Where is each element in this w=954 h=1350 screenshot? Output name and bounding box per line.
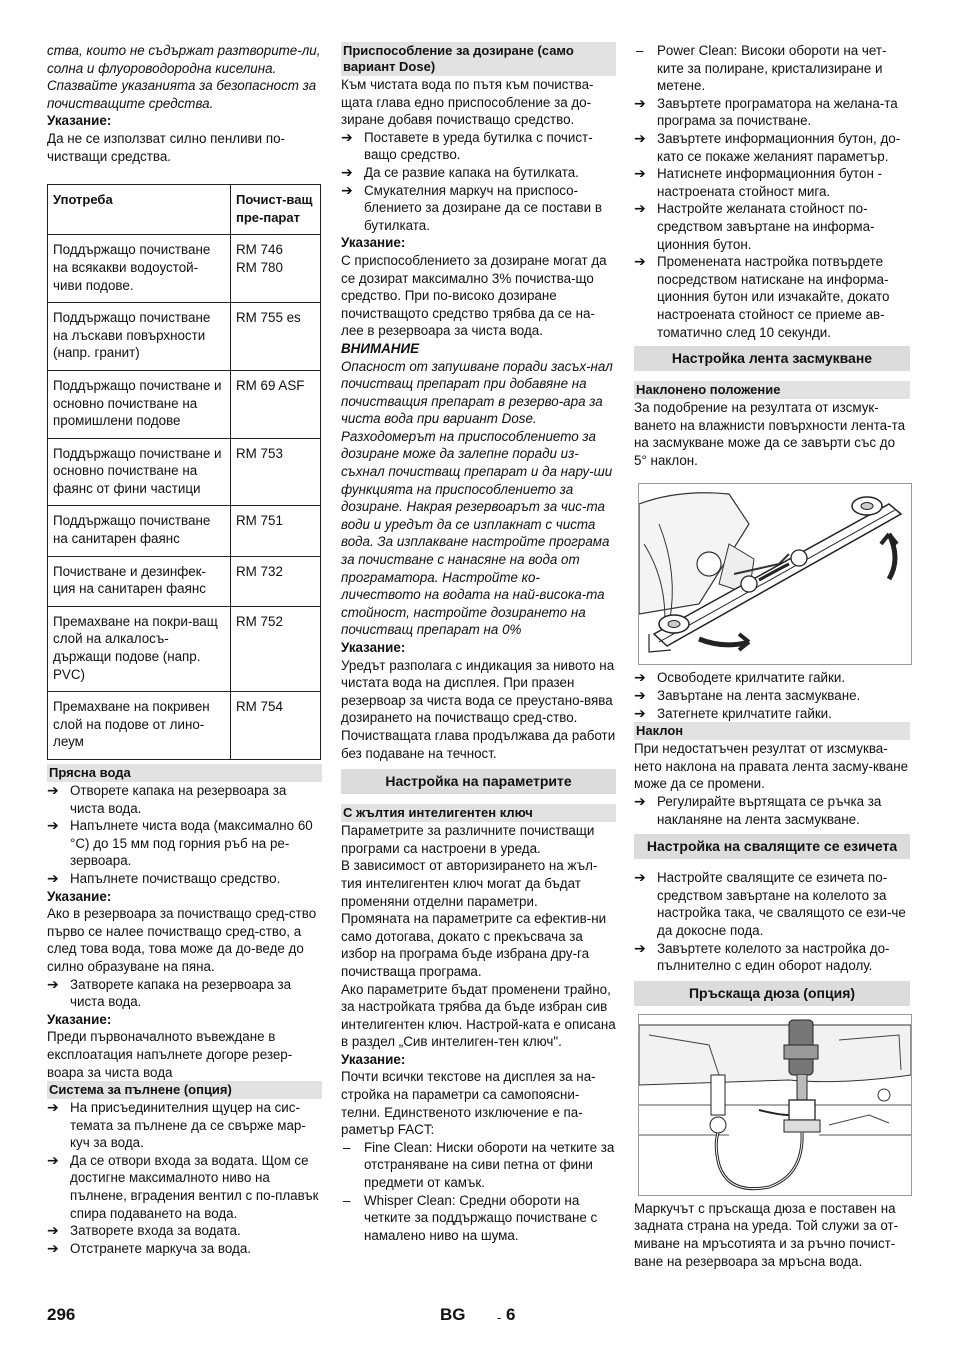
dosing-heading: Приспособление за дозиране (само вариант Dose) [341,42,616,76]
arrow-icon: ➔ [634,939,646,956]
table-cell: RM 746 RM 780 [231,235,321,303]
spray-nozzle-text: Маркучът с пръскаща дюза е поставен на задната страна на уреда. Той служи за от-миване на мръсотията и за ръчно почист-ване на резервоара за мръсна вода. [634,1200,899,1269]
paragraph: В зависимост от авторизирането на жъл-тия интелигентен ключ могат да бъдат променяни отделни параметри. [341,858,598,909]
squeegee-drawing [639,484,911,664]
table-row [48,303,321,371]
table-row [48,692,321,760]
wiper-lips-heading: Настройка на свалящите се езичета [634,834,910,859]
arrow-icon: ➔ [341,163,353,180]
arrow-icon: ➔ [47,869,59,886]
arrow-icon: ➔ [634,704,646,721]
spray-nozzle-drawing [639,1015,911,1195]
table-cell: RM 753 [231,438,321,506]
table-header-row [48,185,321,235]
note-text: Преди първоначалното въвеждане в експлоатация напълнете догоре резер-воара за чиста вода [47,1029,293,1080]
arrow-icon: ➔ [341,181,353,198]
list-item: ➔ На присъединителния щуцер на сис-темата за пълнене да се свърже мар-куч за вода. [47,1099,306,1151]
list-item: ➔ Настройте желаната стойност по-средством завъртане на информа-ционния бутон. [634,200,875,252]
tilt-text: За подобрение на резултата от изсмук-ването на влажнисти повърхности лента-та на засмукване може да се завърти със до 5° наклон. [634,400,906,468]
page-number: 296 [47,1305,76,1324]
slope-heading: Наклон [634,722,910,740]
detergent-table [47,184,321,760]
dash-icon: – [636,43,644,58]
table-row [48,556,321,606]
note-label: Указание: [47,1011,112,1027]
arrow-icon: ➔ [634,687,646,704]
list-item: ➔ Да се развие капака на бутилката. [341,163,579,180]
dosing-text: Към чистата вода по пътя към почиства-щата глава едно приспособление за до-зиране добавя почистващо средство. [341,77,594,128]
warning-text: Опасност от запушване поради засъх-нал почистващ препарат при добавяне на почистващия препарат в резерво-ара за чиста вода при вариант Dose. Разходомерът на приспособлението за дозиране може да залепне поради из-съхнал почистващ препарат и да нару-ши функцията на приспособлението за дозиране. Накрая резервоарът за чис-та води и уредът да се изплакнат с чиста вода. За изплакване настройте програма за почистване с нанасяне на вода от програматора. Настройте ко-личеството на водата на най-висока-та стойност, настройте дозирането на почистващ препарат на 0% [341,358,613,638]
table-cell: Поддържащо почистване на лъскави повърхности (напр. гранит) [48,303,231,371]
column-middle [341,42,616,1244]
table-cell: RM 751 [231,506,321,556]
table-row [48,606,321,691]
table-header-usage: Употреба [48,185,231,235]
slope-text: При недостатъчен резултат от изсмуква-нето наклона на правата лента засму-кване може да се промени. [634,741,909,792]
table-cell: Почистване и дезинфек-ция на санитарен фаянс [48,556,231,606]
yellow-key-heading: С жълтия интелигентен ключ [341,804,616,822]
list-item: ➔ Отстранете маркуча за вода. [47,1239,252,1256]
arrow-icon: ➔ [47,782,59,798]
spray-nozzle-illustration [638,1014,912,1196]
list-item: ➔ Променената настройка потвърдете посредством натискане на информа-ционния бутон или изчакайте, докато настроената стойност се приеме ав-томатично след 10 секунди. [634,253,890,340]
arrow-icon: ➔ [634,129,646,146]
column-right [634,42,910,1270]
arrow-icon: ➔ [47,1151,59,1168]
list-item: – Fine Clean: Ниски обороти на четките за отстраняване на сиви петна от фини предмети от камък. [343,1139,615,1191]
table-cell: Премахване на покри-ващ слой на алкалосъ-държащи подове (напр. PVC) [48,606,231,691]
dash-icon: – [343,1139,351,1155]
table-cell: RM 754 [231,692,321,760]
language-code: BG [440,1305,466,1324]
list-item: – Whisper Clean: Средни обороти на четките за поддържащо почистване с намалено ниво на шума. [343,1192,598,1243]
squeegee-heading: Настройка лента засмукване [634,346,910,371]
list-item: ➔ Завъртете информационния бутон, до-като се покаже желаният параметър. [634,129,901,164]
arrow-icon: ➔ [634,793,646,810]
list-item: ➔ Освободете крилчатите гайки. [634,669,846,686]
list-item: ➔ Натиснете информационния бутон - настроената стойност мига. [634,165,883,199]
table-row [48,235,321,303]
note-label: Указание: [341,640,406,655]
parameters-heading: Настройка на параметрите [341,769,616,794]
arrow-icon: ➔ [47,1239,59,1256]
column-left [47,42,322,1257]
list-item: ➔ Настройте свалящите се езичета по-средством завъртане на колелото за настройка така, че свалящото се ези-че да докосне пода. [634,869,906,938]
arrow-icon: ➔ [634,253,646,270]
squeegee-illustration [638,483,912,665]
arrow-icon: ➔ [634,94,646,111]
footer-separator: - [497,1310,502,1325]
list-item: ➔ Завъртете програматора на желана-та програма за почистване. [634,94,898,129]
table-cell: RM 732 [231,556,321,606]
note-text: Уредът разполага с индикация за нивото на чистата вода на дисплея. При празен резервоар за чиста вода се преустано-вява дозирането на почистващо сред-ство. Почистващата глава продължава да работи без подаване на течност. [341,657,616,761]
paragraph: Параметрите за различните почистващи програми са настроени в уреда. [341,823,595,856]
table-row [48,438,321,506]
list-item: ➔ Да се отвори входа за водата. Щом се достигне максималното ниво на пълнене, вградения вентил с по-плавък спира подаването на вода. [47,1151,319,1221]
list-item: ➔ Поставете в уреда бутилка с почист-ващо средство. [341,128,593,163]
note-text: С приспособлението за дозиране могат да се дозират максимално 3% почиства-що средство. При по-високо дозиране почистващото средство трябва да се на-лее в резервоара за чиста вода. [341,252,607,339]
table-cell: Поддържащо почистване и основно почистване на промишлени подове [48,370,231,438]
list-item: ➔ Напълнете почистващо средство. [47,869,281,886]
list-item: ➔ Затворете капака на резервоара за чиста вода. [47,975,292,1010]
list-item: – Power Clean: Високи обороти на чет-ките за полиране, кристализиране и метене. [636,43,887,94]
warning-label: ВНИМАНИЕ [341,340,420,356]
table-cell: Поддържащо почистване на всякакви водоустой-чиви подове. [48,235,231,303]
fill-system-heading: Система за пълнене (опция) [47,1081,322,1099]
list-item: ➔ Смукателния маркуч на приспосо-блението за дозиране да се постави в бутилката. [341,181,602,233]
arrow-icon: ➔ [634,869,646,886]
note-label: Указание: [47,113,112,129]
intro-italic-text: ства, които не съдържат разтворите-ли, солна и флуороводородна киселина. Спазвайте указанията за безопасност за почистващите средства. [47,43,321,111]
table-row [48,506,321,556]
arrow-icon: ➔ [341,128,353,145]
note-label: Указание: [47,888,112,904]
list-item: ➔ Затегнете крилчатите гайки. [634,704,832,721]
list-item: ➔ Регулирайте въртящата се ръчка за накланяне на лента засмукване. [634,793,882,827]
note-text: Да не се използват силно пенливи по-чистващи средства. [47,130,286,164]
arrow-icon: ➔ [47,1222,59,1239]
arrow-icon: ➔ [47,975,59,992]
paragraph: Промяната на параметрите са ефектив-ни само дотогава, докато с прекъсвача за избор на програма бъде избрана дру-га почистваща програма. [341,911,607,979]
list-item: ➔ Завъртете колелото за настройка до-пълнително с един оборот надолу. [634,939,890,974]
note-label: Указание: [341,1051,406,1067]
table-header-detergent: Почист-ващ пре-парат [231,185,321,235]
note-label: Указание: [341,235,406,251]
section-number: 6 [506,1305,516,1324]
arrow-icon: ➔ [634,669,646,686]
tilt-heading: Наклонено положение [634,381,910,399]
table-cell: RM 755 es [231,303,321,371]
table-cell: Поддържащо почистване и основно почистване на фаянс от фини частици [48,438,231,506]
list-item: ➔ Завъртане на лента засмукване. [634,687,861,704]
list-item: ➔ Отворете капака на резервоара за чиста вода. [47,782,287,816]
table-cell: Премахване на покривен слой на подове от лино-леум [48,692,231,760]
spray-nozzle-heading: Пръскаща дюза (опция) [634,981,910,1006]
list-item: ➔ Затворете входа за водата. [47,1222,241,1239]
arrow-icon: ➔ [47,817,59,834]
arrow-icon: ➔ [634,165,646,182]
note-text: Почти всички текстове на дисплея за на-стройка на параметри са самопоясни-телни. Единственото изключение е па-раметър FACT: [341,1069,596,1138]
arrow-icon: ➔ [634,200,646,217]
table-cell: RM 752 [231,606,321,691]
dash-icon: – [343,1192,351,1208]
table-cell: RM 69 ASF [231,370,321,438]
arrow-icon: ➔ [47,1099,59,1116]
list-item: ➔ Напълнете чиста вода (максимално 60 °C) до 15 мм под горния ръб на ре-зервоара. [47,817,313,869]
table-cell: Поддържащо почистване на санитарен фаянс [48,506,231,556]
fresh-water-heading: Прясна вода [47,764,322,782]
paragraph: Ако параметрите бъдат променени трайно, за настройката трябва да бъде избран сив интелигентен ключ. Настрой-ката е описана в раздел „Сив интелиген-тен ключ". [341,981,616,1050]
table-row [48,370,321,438]
note-text: Ако в резервоара за почистващо сред-ство първо се налее почистващо сред-ство, а след това вода, това може да до-веде до силно образуване на пяна. [47,906,317,974]
